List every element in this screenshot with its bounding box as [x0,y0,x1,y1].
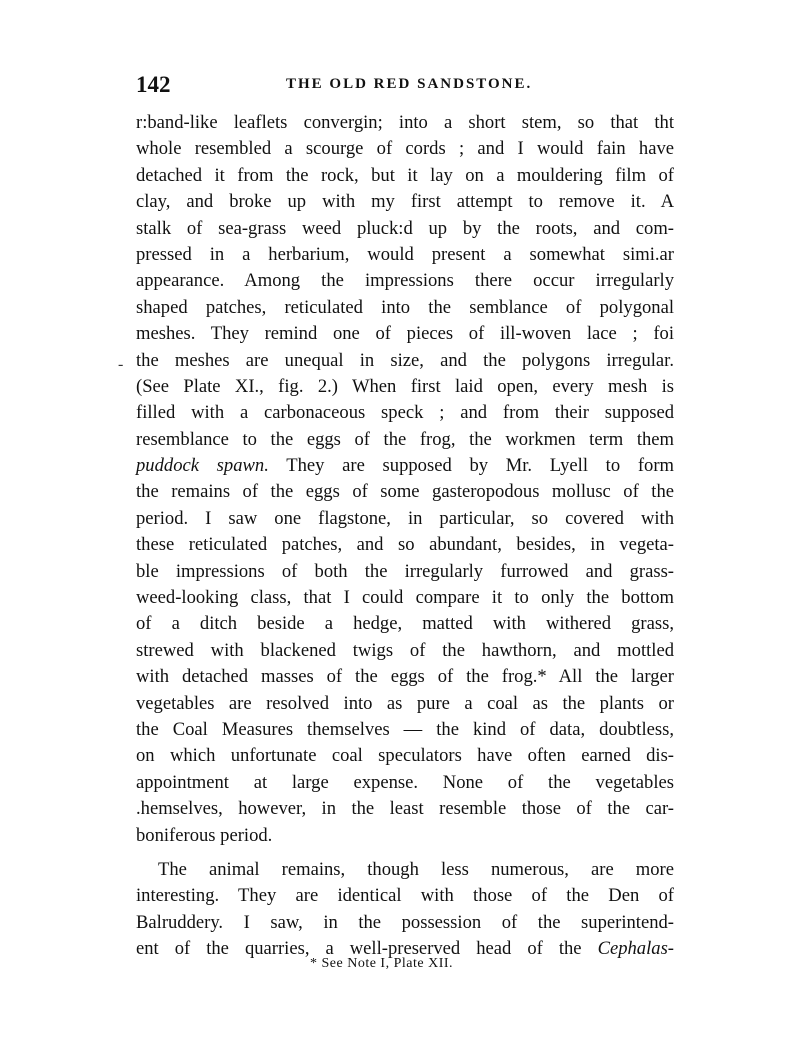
text-line: The animal remains, though less numerous, are more [158,858,674,880]
paragraph-gap [136,849,674,857]
page-header [136,72,676,102]
text-line: pressed in a herbarium, would present a somewhat simi.ar [136,243,674,265]
paragraph-1 [136,110,674,849]
text-line: detached it from the rock, but it lay on a mouldering film of [136,164,674,186]
text-line: these reticulated patches, and so abundant, besides, in vegeta- [136,534,674,556]
text-line: .hemselves, however, in the least resemble those of the car- [136,798,674,820]
body-text [136,110,674,963]
text-line: (See Plate XI., fig. 2.) When first laid open, every mesh is [136,375,674,397]
text-line: appearance. Among the impressions there occur irregularly [136,270,674,292]
text-line: Balruddery. I saw, in the possession of the superintend- [136,911,674,933]
text-line: stalk of sea-grass weed pluck:d up by the roots, and com- [136,217,674,239]
paragraph-2 [136,857,674,963]
text-line: r:band-like leaflets convergin; into a short stem, so that tht [136,112,674,133]
text-line: meshes. They remind one of pieces of ill-woven lace ; foi [136,323,674,345]
text-line: clay, and broke up with my first attempt to remove it. A [136,191,674,213]
text-line: ble impressions of both the irregularly furrowed and grass- [136,560,674,582]
text-line: weed-looking class, that I could compare it to only the bottom [136,587,674,609]
text-line: boniferous period. [136,824,273,846]
text-line: the remains of the eggs of some gasteropodous mollusc of the [136,481,674,503]
margin-mark: - [118,356,124,373]
text-line: period. I saw one flagstone, in particular, so covered with [136,507,674,529]
running-title: THE OLD RED SANDSTONE. [286,76,533,92]
text-line: whole resembled a scourge of cords ; and I would fain have [136,138,674,160]
text-line: strewed with blackened twigs of the hawthorn, and mottled [136,639,674,661]
text-line: ent of the quarries, a well-preserved head of the Cephalas- [136,938,674,960]
text-line: appointment at large expense. None of the vegetables [136,771,674,793]
text-line: shaped patches, reticulated into the semblance of polygonal [136,296,674,318]
page-number: 142 [136,72,171,97]
text-line: with detached masses of the eggs of the frog.* All the larger [136,666,674,688]
text-line: puddock spawn. They are supposed by Mr. Lyell to form [136,455,674,477]
text-line: the meshes are unequal in size, and the polygons irregular. [136,349,674,371]
text-line: the Coal Measures themselves — the kind of data, doubtless, [136,718,674,740]
text-line: vegetables are resolved into as pure a coal as the plants or [136,692,674,714]
text-line: interesting. They are identical with those of the Den of [136,885,674,907]
text-line: resemblance to the eggs of the frog, the workmen term them [136,428,674,450]
footnote: * See Note I, Plate XII. [310,956,454,971]
text-line: of a ditch beside a hedge, matted with withered grass, [136,613,674,635]
text-line: filled with a carbonaceous speck ; and from their supposed [136,402,674,424]
text-line: on which unfortunate coal speculators have often earned dis- [136,745,674,767]
